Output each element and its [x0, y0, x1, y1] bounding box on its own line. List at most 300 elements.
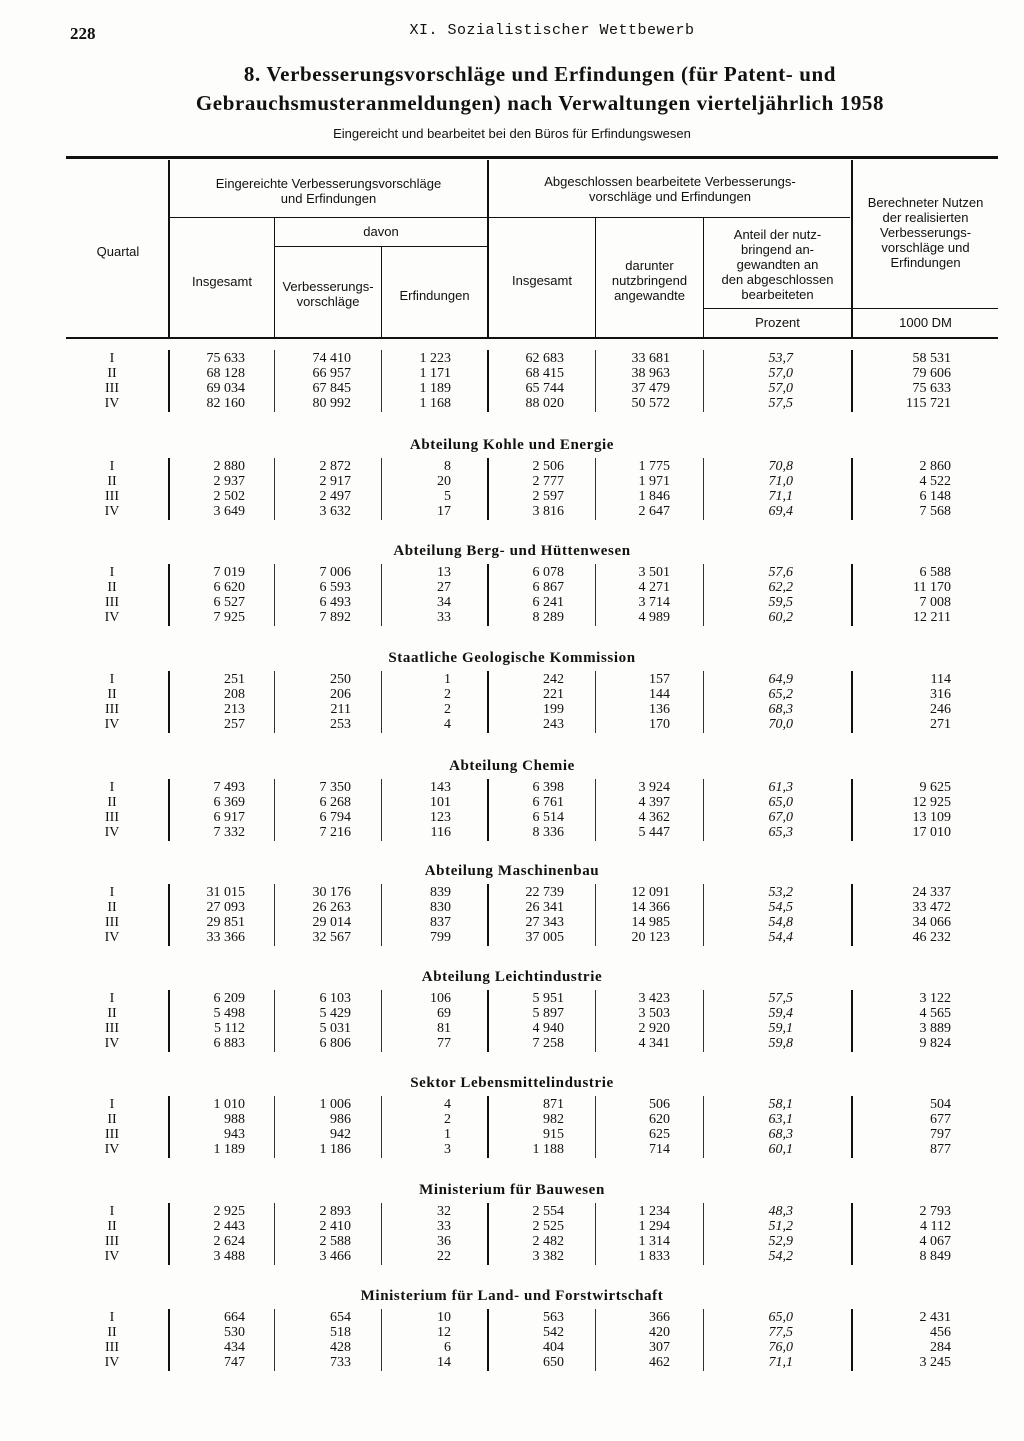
- header-divider: [703, 308, 851, 309]
- cell-erfindungen: 4: [444, 1097, 451, 1112]
- cell-nutzbringend-angewandt: 3 503: [638, 1006, 670, 1021]
- cell-nutzen-1000dm: 12 211: [913, 610, 951, 625]
- cell-insgesamt: 6 209: [213, 991, 245, 1006]
- cell-insgesamt: 2 925: [213, 1204, 245, 1219]
- cell-erfindungen: 5: [444, 489, 451, 504]
- cell-verbesserungsvorschlaege: 7 350: [319, 780, 351, 795]
- cell-nutzen-1000dm: 3 245: [919, 1355, 951, 1370]
- cell-nutzen-1000dm: 456: [930, 1325, 951, 1340]
- header-eingereichte-l1: Eingereichte Verbesserungsvorschläge: [215, 176, 442, 191]
- cell-nutzen-1000dm: 677: [930, 1112, 951, 1127]
- cell-verbesserungsvorschlaege: 6 806: [319, 1036, 351, 1051]
- cell-anteil-prozent: 70,0: [768, 717, 793, 732]
- cell-erfindungen: 123: [430, 810, 451, 825]
- cell-anteil-prozent: 62,2: [768, 580, 793, 595]
- cell-abgeschlossen-insgesamt: 68 415: [525, 366, 564, 381]
- cell-verbesserungsvorschlaege: 2 497: [319, 489, 351, 504]
- cell-insgesamt: 68 128: [206, 366, 245, 381]
- cell-verbesserungsvorschlaege: 654: [330, 1310, 351, 1325]
- table-row: [0, 885, 1024, 900]
- table-title: [100, 60, 980, 118]
- table-row: [0, 825, 1024, 840]
- cell-erfindungen: 14: [437, 1355, 451, 1370]
- cell-insgesamt: 2 624: [213, 1234, 245, 1249]
- cell-erfindungen: 32: [437, 1204, 451, 1219]
- table-row: [0, 672, 1024, 687]
- header-vv-l1: Verbesserungs-: [282, 279, 374, 294]
- cell-quartal: II: [107, 474, 117, 489]
- header-top-rule: [66, 156, 998, 159]
- cell-anteil-prozent: 57,0: [768, 366, 793, 381]
- cell-nutzen-1000dm: 115 721: [906, 396, 951, 411]
- cell-anteil-prozent: 51,2: [768, 1219, 793, 1234]
- cell-nutzbringend-angewandt: 20 123: [631, 930, 670, 945]
- cell-abgeschlossen-insgesamt: 542: [543, 1325, 564, 1340]
- table-row: [0, 900, 1024, 915]
- table-row: [0, 702, 1024, 717]
- cell-verbesserungsvorschlaege: 67 845: [312, 381, 351, 396]
- cell-nutzen-1000dm: 46 232: [912, 930, 951, 945]
- cell-nutzen-1000dm: 6 148: [919, 489, 951, 504]
- cell-verbesserungsvorschlaege: 26 263: [312, 900, 351, 915]
- cell-verbesserungsvorschlaege: 206: [330, 687, 351, 702]
- table-row: [0, 565, 1024, 580]
- cell-abgeschlossen-insgesamt: 62 683: [525, 351, 564, 366]
- cell-quartal: IV: [104, 1036, 120, 1051]
- cell-nutzbringend-angewandt: 38 963: [631, 366, 670, 381]
- cell-verbesserungsvorschlaege: 6 794: [319, 810, 351, 825]
- cell-erfindungen: 837: [430, 915, 451, 930]
- cell-erfindungen: 1 189: [419, 381, 451, 396]
- cell-insgesamt: 82 160: [206, 396, 245, 411]
- cell-abgeschlossen-insgesamt: 871: [543, 1097, 564, 1112]
- table-row: [0, 1355, 1024, 1370]
- cell-nutzen-1000dm: 24 337: [912, 885, 951, 900]
- header-eingereichte: [170, 176, 487, 206]
- cell-verbesserungsvorschlaege: 2 893: [319, 1204, 351, 1219]
- cell-abgeschlossen-insgesamt: 3 382: [532, 1249, 564, 1264]
- header-nutzen-l2: der realisierten: [882, 210, 969, 225]
- cell-quartal: II: [107, 795, 117, 810]
- cell-erfindungen: 69: [437, 1006, 451, 1021]
- header-darunter-l3: angewandte: [614, 288, 685, 303]
- cell-anteil-prozent: 65,3: [768, 825, 793, 840]
- header-nutzen-l1: Berechneter Nutzen: [867, 195, 984, 210]
- cell-insgesamt: 33 366: [206, 930, 245, 945]
- cell-erfindungen: 20: [437, 474, 451, 489]
- cell-verbesserungsvorschlaege: 7 892: [319, 610, 351, 625]
- cell-nutzen-1000dm: 246: [930, 702, 951, 717]
- cell-nutzbringend-angewandt: 4 362: [638, 810, 670, 825]
- section-title: Abteilung Leichtindustrie: [421, 969, 603, 985]
- cell-erfindungen: 101: [430, 795, 451, 810]
- table-row: [0, 396, 1024, 411]
- cell-verbesserungsvorschlaege: 253: [330, 717, 351, 732]
- cell-verbesserungsvorschlaege: 250: [330, 672, 351, 687]
- cell-verbesserungsvorschlaege: 5 031: [319, 1021, 351, 1036]
- cell-quartal: III: [105, 1234, 119, 1249]
- table-row: [0, 991, 1024, 1006]
- cell-verbesserungsvorschlaege: 32 567: [312, 930, 351, 945]
- cell-quartal: IV: [104, 610, 120, 625]
- cell-erfindungen: 12: [437, 1325, 451, 1340]
- cell-abgeschlossen-insgesamt: 6 514: [532, 810, 564, 825]
- cell-anteil-prozent: 68,3: [768, 702, 793, 717]
- header-darunter-l1: darunter: [625, 258, 674, 273]
- cell-anteil-prozent: 57,5: [768, 991, 793, 1006]
- header-abgeschlossen: [489, 174, 851, 204]
- table-row: [0, 1234, 1024, 1249]
- cell-verbesserungsvorschlaege: 7 006: [319, 565, 351, 580]
- cell-abgeschlossen-insgesamt: 6 398: [532, 780, 564, 795]
- cell-nutzen-1000dm: 6 588: [919, 565, 951, 580]
- header-insgesamt-b: Insgesamt: [512, 273, 572, 288]
- header-nutzen-l3: Verbesserungs-: [879, 225, 972, 240]
- header-vv-l2: vorschläge: [296, 294, 360, 309]
- cell-erfindungen: 27: [437, 580, 451, 595]
- table-row: [0, 381, 1024, 396]
- cell-nutzbringend-angewandt: 462: [649, 1355, 670, 1370]
- cell-abgeschlossen-insgesamt: 2 777: [532, 474, 564, 489]
- table-row: [0, 366, 1024, 381]
- cell-nutzbringend-angewandt: 2 920: [638, 1021, 670, 1036]
- cell-quartal: IV: [104, 1142, 120, 1157]
- cell-abgeschlossen-insgesamt: 563: [543, 1310, 564, 1325]
- table-row: [0, 489, 1024, 504]
- cell-verbesserungsvorschlaege: 518: [330, 1325, 351, 1340]
- cell-verbesserungsvorschlaege: 6 103: [319, 991, 351, 1006]
- cell-quartal: I: [109, 1310, 115, 1325]
- cell-abgeschlossen-insgesamt: 8 289: [532, 610, 564, 625]
- cell-nutzbringend-angewandt: 50 572: [631, 396, 670, 411]
- cell-erfindungen: 143: [430, 780, 451, 795]
- cell-anteil-prozent: 54,5: [768, 900, 793, 915]
- header-nutzen-l5: Erfindungen: [890, 255, 961, 270]
- cell-erfindungen: 1 223: [419, 351, 451, 366]
- cell-nutzbringend-angewandt: 366: [649, 1310, 670, 1325]
- section-title: Abteilung Kohle und Energie: [409, 437, 615, 453]
- header-quartal: Quartal: [96, 244, 140, 259]
- cell-abgeschlossen-insgesamt: 2 482: [532, 1234, 564, 1249]
- cell-quartal: I: [109, 565, 115, 580]
- table-row: [0, 610, 1024, 625]
- cell-erfindungen: 13: [437, 565, 451, 580]
- cell-nutzbringend-angewandt: 4 271: [638, 580, 670, 595]
- cell-erfindungen: 2: [444, 702, 451, 717]
- cell-nutzen-1000dm: 12 925: [912, 795, 951, 810]
- cell-abgeschlossen-insgesamt: 8 336: [532, 825, 564, 840]
- cell-insgesamt: 6 917: [213, 810, 245, 825]
- cell-erfindungen: 2: [444, 1112, 451, 1127]
- cell-verbesserungsvorschlaege: 6 493: [319, 595, 351, 610]
- cell-abgeschlossen-insgesamt: 982: [543, 1112, 564, 1127]
- cell-erfindungen: 1 168: [419, 396, 451, 411]
- cell-abgeschlossen-insgesamt: 6 761: [532, 795, 564, 810]
- table-row: [0, 504, 1024, 519]
- cell-nutzbringend-angewandt: 5 447: [638, 825, 670, 840]
- cell-verbesserungsvorschlaege: 2 410: [319, 1219, 351, 1234]
- cell-anteil-prozent: 57,6: [768, 565, 793, 580]
- cell-verbesserungsvorschlaege: 2 872: [319, 459, 351, 474]
- cell-insgesamt: 1 189: [213, 1142, 245, 1157]
- cell-insgesamt: 943: [224, 1127, 245, 1142]
- cell-erfindungen: 33: [437, 610, 451, 625]
- cell-erfindungen: 1 171: [419, 366, 451, 381]
- cell-nutzen-1000dm: 58 531: [912, 351, 951, 366]
- cell-quartal: II: [107, 1112, 117, 1127]
- cell-nutzen-1000dm: 7 008: [919, 595, 951, 610]
- cell-verbesserungsvorschlaege: 7 216: [319, 825, 351, 840]
- cell-verbesserungsvorschlaege: 2 917: [319, 474, 351, 489]
- cell-anteil-prozent: 64,9: [768, 672, 793, 687]
- cell-anteil-prozent: 58,1: [768, 1097, 793, 1112]
- cell-erfindungen: 1: [444, 672, 451, 687]
- cell-nutzen-1000dm: 114: [930, 672, 951, 687]
- header-erfindungen: Erfindungen: [399, 288, 470, 303]
- cell-anteil-prozent: 57,0: [768, 381, 793, 396]
- cell-quartal: I: [109, 1097, 115, 1112]
- cell-nutzbringend-angewandt: 136: [649, 702, 670, 717]
- header-nutzen-l4: vorschläge und: [881, 240, 970, 255]
- cell-quartal: I: [109, 459, 115, 474]
- cell-quartal: III: [105, 489, 119, 504]
- cell-nutzen-1000dm: 11 170: [913, 580, 951, 595]
- cell-nutzen-1000dm: 4 565: [919, 1006, 951, 1021]
- cell-abgeschlossen-insgesamt: 88 020: [525, 396, 564, 411]
- cell-erfindungen: 3: [444, 1142, 451, 1157]
- cell-abgeschlossen-insgesamt: 6 078: [532, 565, 564, 580]
- table-row: [0, 915, 1024, 930]
- section-title: Staatliche Geologische Kommission: [388, 650, 636, 666]
- cell-abgeschlossen-insgesamt: 5 951: [532, 991, 564, 1006]
- cell-anteil-prozent: 59,4: [768, 1006, 793, 1021]
- cell-erfindungen: 8: [444, 459, 451, 474]
- cell-abgeschlossen-insgesamt: 404: [543, 1340, 564, 1355]
- cell-nutzen-1000dm: 877: [930, 1142, 951, 1157]
- cell-abgeschlossen-insgesamt: 199: [543, 702, 564, 717]
- cell-verbesserungsvorschlaege: 733: [330, 1355, 351, 1370]
- cell-erfindungen: 33: [437, 1219, 451, 1234]
- cell-nutzen-1000dm: 284: [930, 1340, 951, 1355]
- table-row: [0, 1204, 1024, 1219]
- cell-insgesamt: 29 851: [206, 915, 245, 930]
- cell-nutzbringend-angewandt: 1 314: [638, 1234, 670, 1249]
- cell-erfindungen: 2: [444, 687, 451, 702]
- cell-erfindungen: 22: [437, 1249, 451, 1264]
- cell-verbesserungsvorschlaege: 428: [330, 1340, 351, 1355]
- cell-insgesamt: 5 112: [214, 1021, 245, 1036]
- cell-anteil-prozent: 69,4: [768, 504, 793, 519]
- cell-quartal: I: [109, 351, 115, 366]
- cell-nutzbringend-angewandt: 4 989: [638, 610, 670, 625]
- header-abgeschlossen-l1: Abgeschlossen bearbeitete Verbesserungs-: [544, 174, 796, 189]
- cell-insgesamt: 3 649: [213, 504, 245, 519]
- cell-anteil-prozent: 53,7: [768, 351, 793, 366]
- header-divider: [853, 308, 998, 309]
- cell-nutzbringend-angewandt: 1 775: [638, 459, 670, 474]
- cell-abgeschlossen-insgesamt: 1 188: [532, 1142, 564, 1157]
- cell-quartal: I: [109, 780, 115, 795]
- cell-abgeschlossen-insgesamt: 243: [543, 717, 564, 732]
- cell-erfindungen: 36: [437, 1234, 451, 1249]
- cell-abgeschlossen-insgesamt: 22 739: [525, 885, 564, 900]
- cell-quartal: II: [107, 366, 117, 381]
- cell-nutzbringend-angewandt: 14 366: [631, 900, 670, 915]
- running-head-text: XI. Sozialistischer Wettbewerb: [409, 22, 695, 39]
- title-line-2: Gebrauchsmusteranmeldungen) nach Verwaltungen vierteljährlich 1958: [195, 91, 885, 115]
- header-divider: [170, 217, 850, 218]
- cell-quartal: II: [107, 580, 117, 595]
- table-row: [0, 780, 1024, 795]
- cell-insgesamt: 75 633: [206, 351, 245, 366]
- cell-verbesserungsvorschlaege: 3 632: [319, 504, 351, 519]
- table-row: [0, 459, 1024, 474]
- cell-nutzen-1000dm: 75 633: [912, 381, 951, 396]
- cell-quartal: IV: [104, 1355, 120, 1370]
- cell-insgesamt: 6 369: [213, 795, 245, 810]
- header-anteil-l4: den abgeschlossen: [721, 272, 834, 287]
- cell-nutzbringend-angewandt: 33 681: [631, 351, 670, 366]
- cell-nutzen-1000dm: 8 849: [919, 1249, 951, 1264]
- cell-quartal: II: [107, 1325, 117, 1340]
- cell-verbesserungsvorschlaege: 6 593: [319, 580, 351, 595]
- cell-verbesserungsvorschlaege: 1 186: [319, 1142, 351, 1157]
- cell-anteil-prozent: 52,9: [768, 1234, 793, 1249]
- cell-nutzbringend-angewandt: 170: [649, 717, 670, 732]
- cell-insgesamt: 7 925: [213, 610, 245, 625]
- cell-erfindungen: 1: [444, 1127, 451, 1142]
- cell-nutzen-1000dm: 79 606: [912, 366, 951, 381]
- section-title: Abteilung Chemie: [449, 758, 575, 774]
- table-row: [0, 595, 1024, 610]
- cell-nutzen-1000dm: 504: [930, 1097, 951, 1112]
- cell-nutzen-1000dm: 34 066: [912, 915, 951, 930]
- cell-abgeschlossen-insgesamt: 650: [543, 1355, 564, 1370]
- header-nutzen: [853, 195, 998, 270]
- cell-anteil-prozent: 59,5: [768, 595, 793, 610]
- cell-nutzbringend-angewandt: 3 924: [638, 780, 670, 795]
- cell-verbesserungsvorschlaege: 74 410: [312, 351, 351, 366]
- cell-nutzbringend-angewandt: 3 714: [638, 595, 670, 610]
- cell-insgesamt: 3 488: [213, 1249, 245, 1264]
- cell-verbesserungsvorschlaege: 80 992: [312, 396, 351, 411]
- cell-insgesamt: 988: [224, 1112, 245, 1127]
- header-anteil: [704, 227, 851, 302]
- cell-abgeschlossen-insgesamt: 5 897: [532, 1006, 564, 1021]
- cell-nutzbringend-angewandt: 1 971: [638, 474, 670, 489]
- table-row: [0, 687, 1024, 702]
- cell-anteil-prozent: 70,8: [768, 459, 793, 474]
- cell-nutzen-1000dm: 2 431: [919, 1310, 951, 1325]
- cell-insgesamt: 747: [224, 1355, 245, 1370]
- cell-abgeschlossen-insgesamt: 2 506: [532, 459, 564, 474]
- cell-insgesamt: 2 502: [213, 489, 245, 504]
- table-row: [0, 351, 1024, 366]
- cell-quartal: IV: [104, 1249, 120, 1264]
- header-abgeschlossen-l2: vorschläge und Erfindungen: [589, 189, 751, 204]
- table-row: [0, 1325, 1024, 1340]
- cell-anteil-prozent: 71,1: [768, 1355, 793, 1370]
- table-row: [0, 795, 1024, 810]
- cell-insgesamt: 6 527: [213, 595, 245, 610]
- cell-anteil-prozent: 77,5: [768, 1325, 793, 1340]
- cell-anteil-prozent: 53,2: [768, 885, 793, 900]
- cell-quartal: IV: [104, 930, 120, 945]
- cell-insgesamt: 1 010: [213, 1097, 245, 1112]
- cell-anteil-prozent: 59,8: [768, 1036, 793, 1051]
- cell-insgesamt: 208: [224, 687, 245, 702]
- cell-quartal: II: [107, 1219, 117, 1234]
- cell-abgeschlossen-insgesamt: 915: [543, 1127, 564, 1142]
- cell-nutzbringend-angewandt: 4 397: [638, 795, 670, 810]
- cell-anteil-prozent: 65,0: [768, 1310, 793, 1325]
- title-line-1: 8. Verbesserungsvorschläge und Erfindungen (für Patent- und: [243, 62, 837, 86]
- cell-anteil-prozent: 60,1: [768, 1142, 793, 1157]
- cell-insgesamt: 6 620: [213, 580, 245, 595]
- cell-verbesserungsvorschlaege: 5 429: [319, 1006, 351, 1021]
- cell-anteil-prozent: 76,0: [768, 1340, 793, 1355]
- cell-erfindungen: 4: [444, 717, 451, 732]
- cell-anteil-prozent: 65,2: [768, 687, 793, 702]
- section-title: Ministerium für Bauwesen: [419, 1182, 605, 1198]
- cell-insgesamt: 6 883: [213, 1036, 245, 1051]
- cell-anteil-prozent: 54,2: [768, 1249, 793, 1264]
- cell-anteil-prozent: 54,4: [768, 930, 793, 945]
- cell-quartal: IV: [104, 717, 120, 732]
- cell-quartal: II: [107, 687, 117, 702]
- cell-abgeschlossen-insgesamt: 27 343: [525, 915, 564, 930]
- cell-quartal: IV: [104, 396, 120, 411]
- header-verbesserungsvorschlaege: [275, 279, 381, 309]
- cell-insgesamt: 434: [224, 1340, 245, 1355]
- cell-erfindungen: 839: [430, 885, 451, 900]
- cell-anteil-prozent: 71,1: [768, 489, 793, 504]
- cell-nutzen-1000dm: 4 112: [920, 1219, 951, 1234]
- cell-nutzbringend-angewandt: 12 091: [631, 885, 670, 900]
- cell-quartal: III: [105, 1021, 119, 1036]
- cell-quartal: III: [105, 915, 119, 930]
- cell-abgeschlossen-insgesamt: 2 554: [532, 1204, 564, 1219]
- cell-nutzen-1000dm: 13 109: [912, 810, 951, 825]
- cell-nutzbringend-angewandt: 14 985: [631, 915, 670, 930]
- table-row: [0, 810, 1024, 825]
- cell-anteil-prozent: 71,0: [768, 474, 793, 489]
- cell-insgesamt: 7 493: [213, 780, 245, 795]
- cell-nutzbringend-angewandt: 4 341: [638, 1036, 670, 1051]
- cell-anteil-prozent: 57,5: [768, 396, 793, 411]
- cell-erfindungen: 77: [437, 1036, 451, 1051]
- cell-anteil-prozent: 65,0: [768, 795, 793, 810]
- table-row: [0, 1006, 1024, 1021]
- header-darunter: [596, 258, 703, 303]
- cell-nutzbringend-angewandt: 157: [649, 672, 670, 687]
- cell-quartal: II: [107, 900, 117, 915]
- cell-nutzen-1000dm: 2 860: [919, 459, 951, 474]
- page-number: 228: [70, 24, 96, 43]
- header-davon: davon: [363, 224, 399, 239]
- section-title: Ministerium für Land- und Forstwirtschaft: [360, 1288, 664, 1304]
- cell-erfindungen: 34: [437, 595, 451, 610]
- cell-abgeschlossen-insgesamt: 6 867: [532, 580, 564, 595]
- cell-erfindungen: 116: [430, 825, 451, 840]
- cell-anteil-prozent: 61,3: [768, 780, 793, 795]
- cell-nutzen-1000dm: 4 522: [919, 474, 951, 489]
- cell-insgesamt: 213: [224, 702, 245, 717]
- cell-anteil-prozent: 60,2: [768, 610, 793, 625]
- cell-verbesserungsvorschlaege: 30 176: [312, 885, 351, 900]
- table-row: [0, 1142, 1024, 1157]
- cell-verbesserungsvorschlaege: 1 006: [319, 1097, 351, 1112]
